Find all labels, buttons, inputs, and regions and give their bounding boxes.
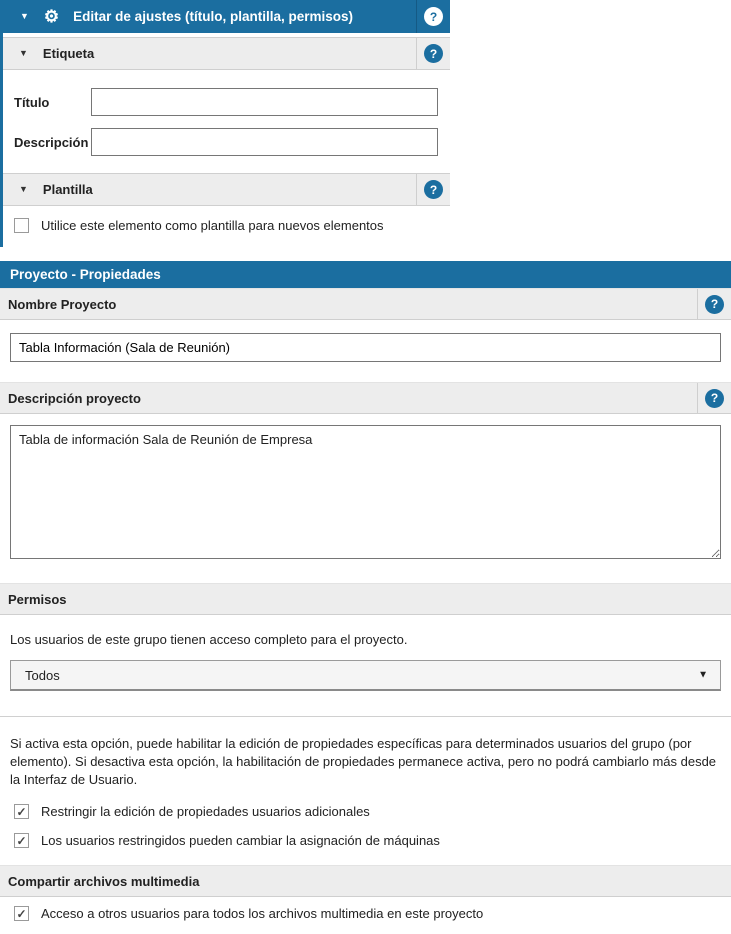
restrict-edit-checkbox-label: Restringir la edición de propiedades usuarios adicionales [41,804,370,819]
section-etiqueta-label: Etiqueta [42,46,95,61]
permisos-label: Permisos [8,591,67,607]
section-plantilla-label: Plantilla [42,182,93,197]
nombre-proyecto-row [0,288,731,320]
restrict-edit-checkbox-row [14,804,721,819]
check-icon: ✓ [16,906,27,921]
collapse-caret-icon[interactable]: ▼ [20,11,29,21]
template-checkbox-row [14,218,438,233]
nombre-proyecto-label: Nombre Proyecto [8,296,117,312]
media-access-checkbox-row [14,906,721,921]
descripcion-input[interactable] [91,128,438,156]
check-icon: ✓ [16,804,27,819]
restricted-users-machines-checkbox[interactable] [14,833,29,848]
project-properties-title: Proyecto - Propiedades [10,267,161,282]
edit-settings-title: Editar de ajustes (título, plantilla, permisos) [73,9,353,24]
help-icon[interactable]: ? [424,44,443,63]
group-access-select[interactable] [10,660,721,691]
check-icon: ✓ [16,833,27,848]
gear-icon: ⚙ [43,7,60,26]
section-plantilla[interactable] [3,173,450,206]
restricted-users-machines-checkbox-row [14,833,721,848]
descripcion-proyecto-textarea[interactable] [10,425,721,559]
permisos-note-text: Si activa esta opción, puede habilitar la edición de propiedades específicas para determinados usuarios del grupo (por elemento). Si desactiva esta opción, la habilitación de propiedades permanece activa, pero no podrá cambiarlo más desde la Interfaz de Usuario. [10,736,717,787]
group-access-select-value: Todos [25,667,60,683]
descripcion-field-row [14,128,438,156]
permisos-row [0,583,731,615]
restricted-users-machines-checkbox-label: Los usuarios restringidos pueden cambiar la asignación de máquinas [41,833,440,848]
template-checkbox-label: Utilice este elemento como plantilla para nuevos elementos [41,218,384,233]
project-properties-panel [0,261,731,921]
titulo-field-row [14,88,438,116]
section-etiqueta[interactable] [3,37,450,70]
descripcion-proyecto-row [0,382,731,414]
nombre-proyecto-input[interactable] [10,333,721,362]
chevron-down-icon: ▼ [698,669,708,681]
project-properties-header [0,261,731,288]
titulo-label: Título [14,94,50,110]
help-icon[interactable]: ? [705,389,724,408]
help-icon[interactable]: ? [424,180,443,199]
titulo-input[interactable] [91,88,438,116]
edit-settings-body [0,33,450,247]
descripcion-label: Descripción [14,134,89,150]
compartir-multimedia-row [0,865,731,897]
help-icon[interactable]: ? [705,295,724,314]
collapse-caret-icon[interactable]: ▼ [19,48,28,58]
permisos-info-text: Los usuarios de este grupo tienen acceso completo para el proyecto. [10,632,408,647]
compartir-multimedia-label: Compartir archivos multimedia [8,873,200,889]
media-access-checkbox[interactable] [14,906,29,921]
media-access-checkbox-label: Acceso a otros usuarios para todos los archivos multimedia en este proyecto [41,906,484,921]
descripcion-proyecto-label: Descripción proyecto [8,390,141,406]
edit-settings-header[interactable] [0,0,450,33]
restrict-edit-checkbox[interactable] [14,804,29,819]
template-checkbox[interactable] [14,218,29,233]
divider [0,716,731,717]
help-icon[interactable]: ? [424,7,443,26]
collapse-caret-icon[interactable]: ▼ [19,184,28,194]
edit-settings-panel [0,0,450,247]
